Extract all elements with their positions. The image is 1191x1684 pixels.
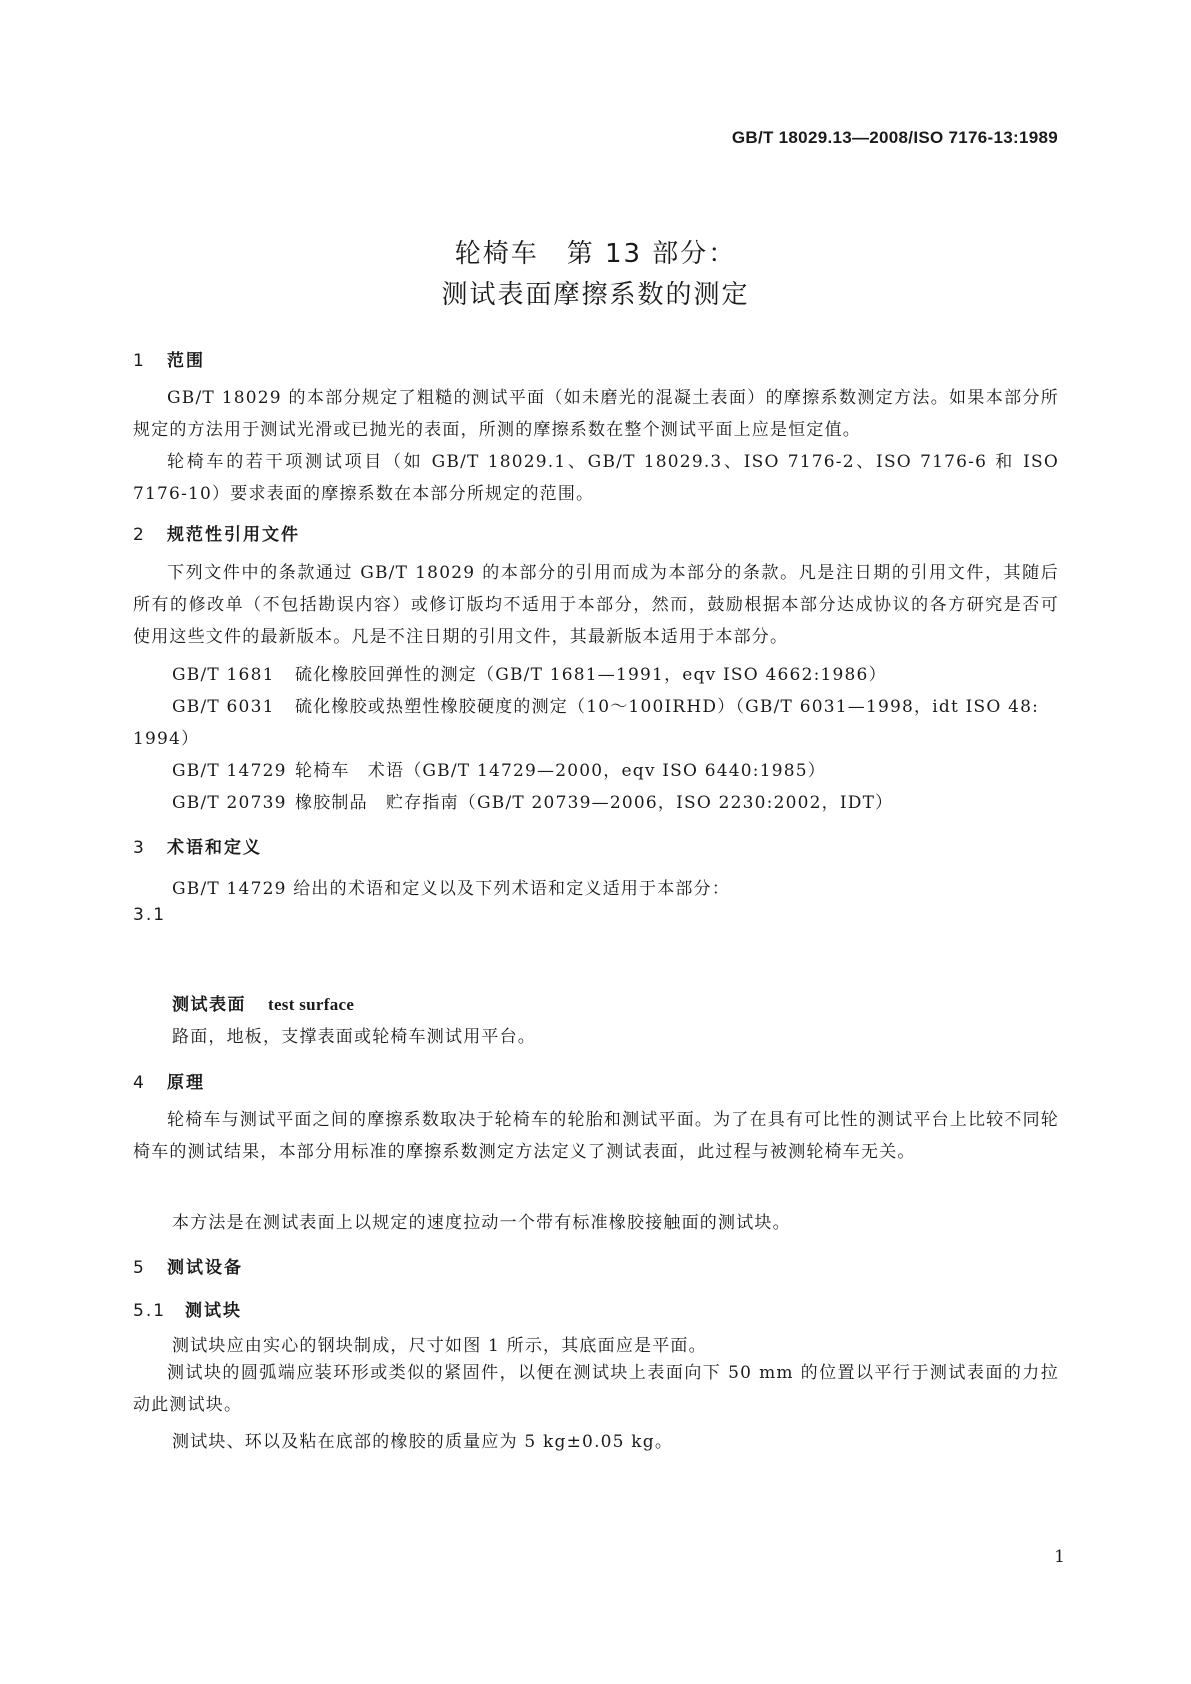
standard-code: GB/T 18029.13—2008/ISO 7176-13:1989	[731, 128, 1058, 147]
section-number: 1	[133, 351, 146, 371]
section-3-paragraph-1: GB/T 14729 给出的术语和定义以及下列术语和定义适用于本部分：	[172, 879, 731, 899]
reference-item-continuation: 1994）	[133, 729, 200, 749]
section-2-paragraph-1: 下列文件中的条款通过 GB/T 18029 的本部分的引用而成为本部分的条款。凡是注日期的引用文件，其随后所有的修改单（不包括勘误内容）或修订版均不适用于本部分，然而，鼓励根据本部分达成协议的各方研究是否可使用这些文件的最新版本。凡是不注日期的引用文件，其最新版本适用于本部分。	[133, 563, 1059, 647]
section-number: 2	[133, 525, 146, 545]
reference-code: GB/T 6031	[172, 697, 275, 717]
section-1-paragraph-1: GB/T 18029 的本部分规定了粗糙的测试平面（如未磨光的混凝土表面）的摩擦系数测定方法。如果本部分所规定的方法用于测试光滑或已抛光的表面，所测的摩擦系数在整个测试平面上应是恒定值。	[133, 388, 1059, 440]
reference-item	[172, 756, 1098, 781]
term-entry	[172, 990, 354, 1015]
reference-item	[172, 660, 1098, 685]
title-line-1: 轮椅车 第 13 部分：	[454, 239, 737, 269]
reference-title: 橡胶制品 贮存指南（GB/T 20739—2006，ISO 2230:2002，IDT）	[295, 793, 894, 813]
section-1-paragraph-2: 轮椅车的若干项测试项目（如 GB/T 18029.1、GB/T 18029.3、ISO 7176-2、ISO 7176-6 和 ISO 7176-10）要求表面的摩擦系数在本部分所规定的范围。	[133, 452, 1059, 504]
section-5-1-paragraph-2: 测试块的圆弧端应装环形或类似的紧固件，以便在测试块上表面向下 50 mm 的位置以平行于测试表面的力拉动此测试块。	[133, 1363, 1059, 1415]
reference-title: 硫化橡胶回弹性的测定（GB/T 1681—1991，eqv ISO 4662:1986）	[295, 665, 887, 685]
section-1-heading	[133, 346, 205, 371]
section-5-heading	[133, 1253, 243, 1278]
section-number: 5	[133, 1258, 146, 1278]
subsection-number: 5.1	[133, 1301, 167, 1321]
reference-title: 轮椅车 术语（GB/T 14729—2000，eqv ISO 6440:1985）	[295, 761, 826, 781]
section-2-heading	[133, 520, 300, 545]
section-title: 原理	[167, 1073, 205, 1093]
section-number: 3	[133, 838, 146, 858]
reference-code: GB/T 14729	[172, 761, 287, 781]
subsection-3-1-number: 3.1	[133, 905, 167, 925]
subsection-title: 测试块	[185, 1301, 242, 1321]
section-title: 规范性引用文件	[167, 525, 300, 545]
section-3-heading	[133, 833, 262, 858]
section-5-1-paragraph-1: 测试块应由实心的钢块制成，尺寸如图 1 所示，其底面应是平面。	[172, 1336, 707, 1356]
section-title: 测试设备	[167, 1258, 243, 1278]
reference-code: GB/T 20739	[172, 793, 287, 813]
title-line-2: 测试表面摩擦系数的测定	[441, 280, 750, 310]
section-4-heading	[133, 1068, 205, 1093]
reference-item	[172, 788, 1098, 813]
reference-title: 硫化橡胶或热塑性橡胶硬度的测定（10～100IRHD）（GB/T 6031—1998，idt ISO 48:	[295, 697, 1040, 717]
term-definition: 路面，地板，支撑表面或轮椅车测试用平台。	[172, 1027, 536, 1047]
section-4-paragraph-1: 轮椅车与测试平面之间的摩擦系数取决于轮椅车的轮胎和测试平面。为了在具有可比性的测试平台上比较不同轮椅车的测试结果，本部分用标准的摩擦系数测定方法定义了测试表面，此过程与被测轮椅车无关。	[133, 1110, 1059, 1162]
section-title: 范围	[167, 351, 205, 371]
section-title: 术语和定义	[167, 838, 262, 858]
page-number: 1	[1054, 1547, 1065, 1567]
section-number: 4	[133, 1073, 146, 1093]
term-english: test surface	[268, 995, 355, 1014]
section-4-paragraph-2: 本方法是在测试表面上以规定的速度拉动一个带有标准橡胶接触面的测试块。	[172, 1213, 791, 1233]
subsection-5-1-heading	[133, 1296, 242, 1321]
term-chinese: 测试表面	[172, 995, 246, 1015]
reference-item	[172, 692, 1098, 717]
section-5-1-paragraph-3: 测试块、环以及粘在底部的橡胶的质量应为 5 kg±0.05 kg。	[172, 1432, 674, 1452]
reference-code: GB/T 1681	[172, 665, 275, 685]
